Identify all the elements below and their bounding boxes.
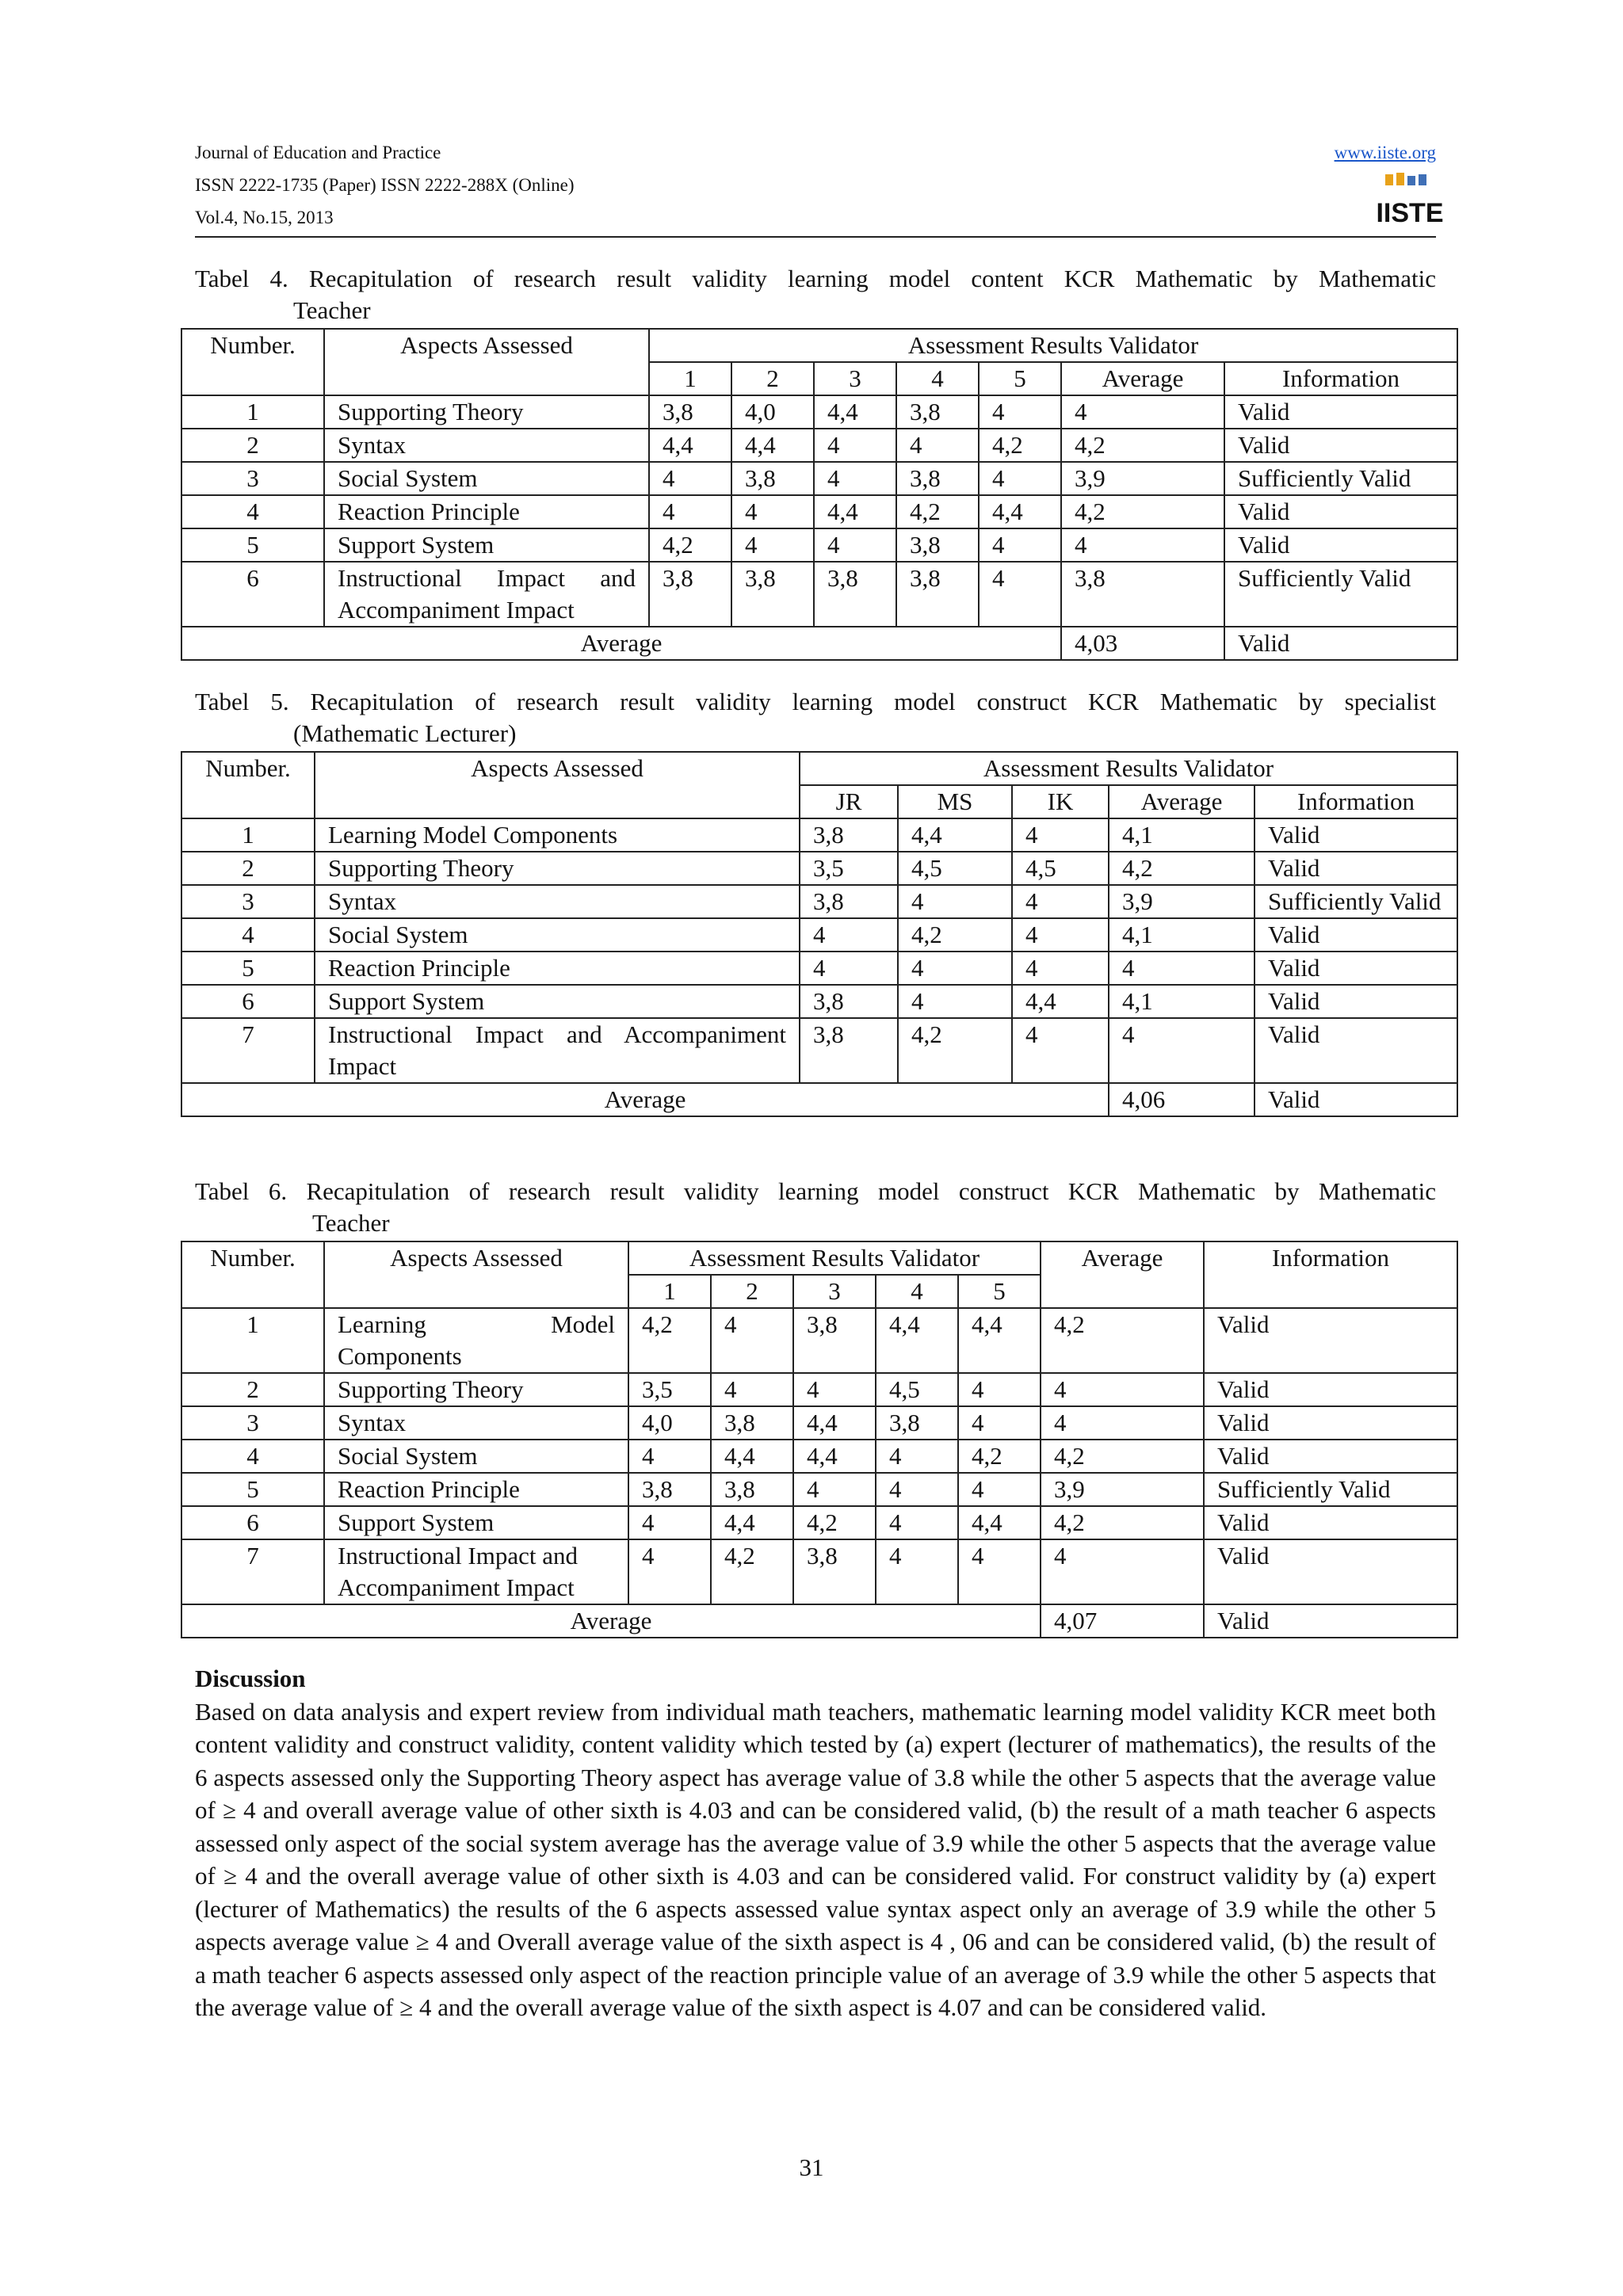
journal-title: Journal of Education and Practice — [195, 143, 441, 162]
table-cell: 4,4 — [1012, 985, 1109, 1018]
table-cell: 4 — [814, 462, 896, 495]
iiste-logo-icon — [1376, 171, 1444, 228]
table-cell: 3,8 — [793, 1539, 876, 1604]
journal-url-link[interactable]: www.iiste.org — [1334, 143, 1436, 162]
table-cell: 4 — [1109, 952, 1254, 985]
table-cell: 4,2 — [979, 429, 1061, 462]
table-cell: 4,4 — [649, 429, 731, 462]
table-cell: 4 — [181, 495, 324, 528]
table6-subheader: 1 — [628, 1275, 711, 1308]
table4 — [181, 328, 1458, 661]
table-cell: 3,9 — [1061, 462, 1224, 495]
table-row — [181, 1539, 1457, 1604]
table4-caption-line1: Tabel 4. Recapitulation of research result validity learning model content KCR Mathematic by Mathematic — [195, 265, 1436, 292]
table-cell: 3,9 — [1109, 885, 1254, 918]
table-cell: 4 — [814, 429, 896, 462]
table-cell: 4,2 — [1109, 852, 1254, 885]
table-cell: 4 — [1012, 952, 1109, 985]
table-cell: 4 — [793, 1473, 876, 1506]
table-cell: 4 — [181, 918, 315, 952]
table6 — [181, 1241, 1458, 1638]
table-cell: 5 — [181, 1473, 324, 1506]
table6-average-info: Valid — [1204, 1604, 1457, 1638]
table-cell: 2 — [181, 429, 324, 462]
table-cell: 4,1 — [1109, 818, 1254, 852]
table-cell: Sufficiently Valid — [1254, 885, 1457, 918]
table-cell: Valid — [1254, 985, 1457, 1018]
header-divider — [195, 236, 1436, 238]
table-cell: 4 — [979, 395, 1061, 429]
table-cell: 4 — [628, 1440, 711, 1473]
table-cell: 4,4 — [814, 495, 896, 528]
table-cell: 4 — [1041, 1406, 1204, 1440]
table-average-row — [181, 1604, 1457, 1638]
table-cell: 4,4 — [711, 1506, 793, 1539]
table-cell: 4 — [731, 495, 814, 528]
table-cell: Valid — [1204, 1373, 1457, 1406]
table-cell: 4 — [1061, 528, 1224, 562]
table-cell: 5 — [181, 528, 324, 562]
table5-caption-line1: Tabel 5. Recapitulation of research result validity learning model construct KCR Mathematic by specialist — [195, 688, 1436, 715]
table5-subheader: Average — [1109, 785, 1254, 818]
table-cell: Valid — [1204, 1539, 1457, 1604]
table-cell: 4 — [979, 528, 1061, 562]
table-cell: 3,5 — [800, 852, 898, 885]
table-cell: 4 — [1012, 1018, 1109, 1083]
table4-subheader: 3 — [814, 362, 896, 395]
table-cell: 4 — [1109, 1018, 1254, 1083]
table-cell: 4 — [814, 528, 896, 562]
table-cell: Instructional Impact and Accompaniment Impact — [324, 562, 649, 627]
table-cell: 4,2 — [1041, 1440, 1204, 1473]
table-cell: Sufficiently Valid — [1224, 562, 1457, 627]
table-cell: Social System — [324, 1440, 628, 1473]
table6-header-number: Number. — [181, 1241, 324, 1308]
table-cell: 3 — [181, 462, 324, 495]
table5-subheader: Information — [1254, 785, 1457, 818]
table-cell: 4,4 — [793, 1440, 876, 1473]
table-cell: Instructional Impact and Accompaniment Impact — [324, 1539, 628, 1604]
table5-subheader: MS — [898, 785, 1012, 818]
table-cell: 3,8 — [649, 562, 731, 627]
table-cell: 3,8 — [711, 1406, 793, 1440]
table-cell: 4 — [649, 495, 731, 528]
table-average-row — [181, 1083, 1457, 1116]
table-cell: Supporting Theory — [324, 1373, 628, 1406]
table-cell: Valid — [1254, 1018, 1457, 1083]
table5 — [181, 751, 1458, 1117]
table-cell: 4 — [711, 1308, 793, 1373]
table4-subheader: 1 — [649, 362, 731, 395]
table-row — [181, 985, 1457, 1018]
table-cell: 4 — [898, 985, 1012, 1018]
table-cell: 4 — [1061, 395, 1224, 429]
table-row — [181, 918, 1457, 952]
table-cell: 3,9 — [1041, 1473, 1204, 1506]
table-cell: 4 — [876, 1440, 958, 1473]
discussion-heading: Discussion — [195, 1665, 306, 1692]
table-row — [181, 462, 1457, 495]
table-cell: Valid — [1254, 952, 1457, 985]
table-cell: Valid — [1224, 395, 1457, 429]
table-cell: Support System — [324, 528, 649, 562]
table-cell: Valid — [1224, 528, 1457, 562]
table-row — [181, 495, 1457, 528]
table6-average-value: 4,07 — [1041, 1604, 1204, 1638]
table-cell: 4 — [793, 1373, 876, 1406]
table-cell: 4 — [1012, 818, 1109, 852]
discussion-paragraph: Based on data analysis and expert review from individual math teachers, mathematic learning model validity KCR meet both content validity and construct validity, content validity which tested by (a) expert (lecturer of mathematics), the results of the 6 aspects assessed only the Supporting Theory aspect has average value of 3.8 while the other 5 aspects that the average value of ≥ 4 and overall average value of other sixth is 4.03 and can be considered valid, (b) the result of a math teacher 6 aspects assessed only aspect of the social system average has the average value of 3.9 while the other 5 aspects that the average value of ≥ 4 and the overall average value of other sixth is 4.03 and can be considered valid. For construct validity by (a) expert (lecturer of Mathematics) the results of the 6 aspects assessed value syntax aspect only an average of 3.9 while the other 5 aspects average value ≥ 4 and Overall average value of the sixth aspect is 4 , 06 and can be considered valid, (b) the result of a math teacher 6 aspects assessed only aspect of the reaction principle value of an average of 3.9 while the other 5 aspects that the average value of ≥ 4 and the overall average value of the sixth aspect is 4.07 and can be considered valid. — [195, 1697, 1436, 2021]
table-row — [181, 1440, 1457, 1473]
table-cell: 4,5 — [898, 852, 1012, 885]
table4-average-value: 4,03 — [1061, 627, 1224, 660]
table4-header-results: Assessment Results Validator — [649, 329, 1457, 362]
table-cell: Valid — [1224, 495, 1457, 528]
table-average-row — [181, 627, 1457, 660]
table-cell: 4 — [1041, 1539, 1204, 1604]
table-cell: Learning Model Components — [315, 818, 800, 852]
table-cell: 1 — [181, 395, 324, 429]
table5-average-value: 4,06 — [1109, 1083, 1254, 1116]
table-cell: 4,5 — [1012, 852, 1109, 885]
table-cell: 4,4 — [876, 1308, 958, 1373]
table-cell: 4,4 — [898, 818, 1012, 852]
table-row — [181, 1373, 1457, 1406]
table-cell: 4 — [876, 1539, 958, 1604]
table4-average-info: Valid — [1224, 627, 1457, 660]
table-cell: Valid — [1204, 1308, 1457, 1373]
table4-subheader: Average — [1061, 362, 1224, 395]
table-cell: 4,4 — [814, 395, 896, 429]
discussion-section — [195, 1662, 1436, 2024]
table-cell: Supporting Theory — [324, 395, 649, 429]
table-cell: 3,8 — [896, 528, 979, 562]
table-cell: Reaction Principle — [324, 1473, 628, 1506]
table6-header-results: Assessment Results Validator — [628, 1241, 1041, 1275]
journal-volume: Vol.4, No.15, 2013 — [195, 208, 334, 227]
table5-average-info: Valid — [1254, 1083, 1457, 1116]
table-cell: Valid — [1204, 1406, 1457, 1440]
table-cell: 4,4 — [731, 429, 814, 462]
table-cell: 3,8 — [628, 1473, 711, 1506]
table-cell: 3,8 — [896, 562, 979, 627]
table-cell: 4,2 — [958, 1440, 1041, 1473]
table-cell: 4 — [800, 918, 898, 952]
table-cell: 4,4 — [979, 495, 1061, 528]
table-cell: 6 — [181, 562, 324, 627]
table-cell: Reaction Principle — [315, 952, 800, 985]
table-cell: 6 — [181, 1506, 324, 1539]
table-row — [181, 429, 1457, 462]
table4-average-label: Average — [181, 627, 1061, 660]
table5-caption — [195, 686, 1436, 749]
table5-caption-line2: (Mathematic Lecturer) — [293, 719, 517, 747]
table6-caption-line2: Teacher — [312, 1209, 390, 1237]
table4-header-aspects: Aspects Assessed — [324, 329, 649, 395]
table-cell: 4 — [979, 562, 1061, 627]
table6-header-information: Information — [1204, 1241, 1457, 1308]
table-cell: 4,1 — [1109, 985, 1254, 1018]
table5-header-results: Assessment Results Validator — [800, 752, 1457, 785]
table-cell: 3,8 — [731, 562, 814, 627]
table-cell: 4,0 — [731, 395, 814, 429]
table-cell: 4 — [896, 429, 979, 462]
table-cell: 2 — [181, 852, 315, 885]
table-cell: 4 — [800, 952, 898, 985]
table-cell: 4,4 — [711, 1440, 793, 1473]
table-row — [181, 562, 1457, 627]
journal-header — [195, 136, 1444, 234]
table6-subheader: 5 — [958, 1275, 1041, 1308]
table6-header-average: Average — [1041, 1241, 1204, 1308]
table-row — [181, 852, 1457, 885]
table-cell: 4 — [1012, 918, 1109, 952]
journal-issn: ISSN 2222-1735 (Paper) ISSN 2222-288X (Online) — [195, 175, 575, 195]
table6-subheader: 3 — [793, 1275, 876, 1308]
table-cell: 3,8 — [800, 985, 898, 1018]
table-cell: 3,8 — [800, 1018, 898, 1083]
table-cell: 6 — [181, 985, 315, 1018]
table5-subheader: JR — [800, 785, 898, 818]
table-row — [181, 1308, 1457, 1373]
table-cell: 4,2 — [711, 1539, 793, 1604]
table-cell: Valid — [1254, 852, 1457, 885]
table4-subheader: 4 — [896, 362, 979, 395]
table-cell: 3,8 — [731, 462, 814, 495]
table-cell: 3,8 — [896, 462, 979, 495]
table-cell: 4,2 — [1041, 1506, 1204, 1539]
table5-header-number: Number. — [181, 752, 315, 818]
table-cell: 3,8 — [793, 1308, 876, 1373]
table6-caption-line1: Tabel 6. Recapitulation of research result validity learning model construct KCR Mathematic by Mathematic — [195, 1177, 1436, 1205]
table-cell: 2 — [181, 1373, 324, 1406]
table-row — [181, 1473, 1457, 1506]
table-cell: 4,4 — [958, 1308, 1041, 1373]
table6-subheader: 4 — [876, 1275, 958, 1308]
table-row — [181, 818, 1457, 852]
table-cell: Supporting Theory — [315, 852, 800, 885]
table-cell: 4,2 — [649, 528, 731, 562]
table-cell: 4 — [979, 462, 1061, 495]
table-cell: 4 — [958, 1406, 1041, 1440]
table-cell: 3,8 — [1061, 562, 1224, 627]
table-cell: Valid — [1204, 1440, 1457, 1473]
table-cell: 3,8 — [896, 395, 979, 429]
table-cell: 4,2 — [628, 1308, 711, 1373]
table-cell: 4 — [876, 1473, 958, 1506]
table4-subheader: Information — [1224, 362, 1457, 395]
table-row — [181, 952, 1457, 985]
table5-subheader: IK — [1012, 785, 1109, 818]
table-cell: Support System — [324, 1506, 628, 1539]
table-cell: 4,4 — [958, 1506, 1041, 1539]
table-cell: 3,8 — [649, 395, 731, 429]
table-cell: 7 — [181, 1018, 315, 1083]
table6-average-label: Average — [181, 1604, 1041, 1638]
table-cell: 4 — [958, 1539, 1041, 1604]
table-cell: 4 — [958, 1473, 1041, 1506]
table-cell: Social System — [324, 462, 649, 495]
table-cell: 3,8 — [814, 562, 896, 627]
table-cell: Support System — [315, 985, 800, 1018]
table-cell: Sufficiently Valid — [1204, 1473, 1457, 1506]
table-cell: 4,5 — [876, 1373, 958, 1406]
table-cell: Valid — [1254, 918, 1457, 952]
table-cell: 4,2 — [896, 495, 979, 528]
table-cell: 5 — [181, 952, 315, 985]
table4-subheader: 2 — [731, 362, 814, 395]
table-cell: Syntax — [315, 885, 800, 918]
table-cell: 4 — [1041, 1373, 1204, 1406]
table-cell: 4,2 — [1061, 429, 1224, 462]
table-cell: 3 — [181, 885, 315, 918]
table-cell: 4 — [898, 952, 1012, 985]
table-row — [181, 1406, 1457, 1440]
table5-average-label: Average — [181, 1083, 1109, 1116]
table-row — [181, 885, 1457, 918]
table-cell: 4 — [898, 885, 1012, 918]
table-cell: Sufficiently Valid — [1224, 462, 1457, 495]
table-cell: 4 — [181, 1440, 324, 1473]
table-cell: 4 — [876, 1506, 958, 1539]
page-number: 31 — [799, 2153, 824, 2181]
table-cell: Social System — [315, 918, 800, 952]
table-cell: 4 — [958, 1373, 1041, 1406]
table-cell: 3,8 — [876, 1406, 958, 1440]
table-cell: 4,2 — [1041, 1308, 1204, 1373]
table4-header-number: Number. — [181, 329, 324, 395]
table-cell: 4 — [711, 1373, 793, 1406]
table-cell: 4 — [649, 462, 731, 495]
table4-caption — [195, 263, 1436, 326]
table-cell: 4,2 — [898, 918, 1012, 952]
table-cell: 4 — [628, 1539, 711, 1604]
table-cell: 3,5 — [628, 1373, 711, 1406]
table-cell: Instructional Impact and Accompaniment Impact — [315, 1018, 800, 1083]
table-cell: 4,4 — [793, 1406, 876, 1440]
table-cell: 4 — [731, 528, 814, 562]
table-cell: 7 — [181, 1539, 324, 1604]
table-cell: 1 — [181, 818, 315, 852]
table-cell: 3 — [181, 1406, 324, 1440]
table-cell: 4,2 — [1061, 495, 1224, 528]
table-row — [181, 1018, 1457, 1083]
table-cell: 4,2 — [898, 1018, 1012, 1083]
table6-caption — [195, 1176, 1436, 1239]
table-row — [181, 528, 1457, 562]
table-cell: Valid — [1254, 818, 1457, 852]
table-cell: 4 — [628, 1506, 711, 1539]
table-cell: Valid — [1224, 429, 1457, 462]
table4-subheader: 5 — [979, 362, 1061, 395]
table-row — [181, 395, 1457, 429]
table-cell: Syntax — [324, 1406, 628, 1440]
table-cell: Learning Model Components — [324, 1308, 628, 1373]
table5-header-aspects: Aspects Assessed — [315, 752, 800, 818]
table-cell: 4,1 — [1109, 918, 1254, 952]
table-cell: 3,8 — [800, 818, 898, 852]
table-cell: 3,8 — [800, 885, 898, 918]
table-cell: Reaction Principle — [324, 495, 649, 528]
table-cell: 4,0 — [628, 1406, 711, 1440]
table-cell: 1 — [181, 1308, 324, 1373]
table-cell: 3,8 — [711, 1473, 793, 1506]
table4-caption-line2: Teacher — [293, 296, 371, 324]
table6-subheader: 2 — [711, 1275, 793, 1308]
table-cell: Syntax — [324, 429, 649, 462]
table-cell: Valid — [1204, 1506, 1457, 1539]
table-cell: 4 — [1012, 885, 1109, 918]
table-row — [181, 1506, 1457, 1539]
table-cell: 4,2 — [793, 1506, 876, 1539]
table6-header-aspects: Aspects Assessed — [324, 1241, 628, 1308]
svg-text:IISTE: IISTE — [1376, 198, 1444, 228]
